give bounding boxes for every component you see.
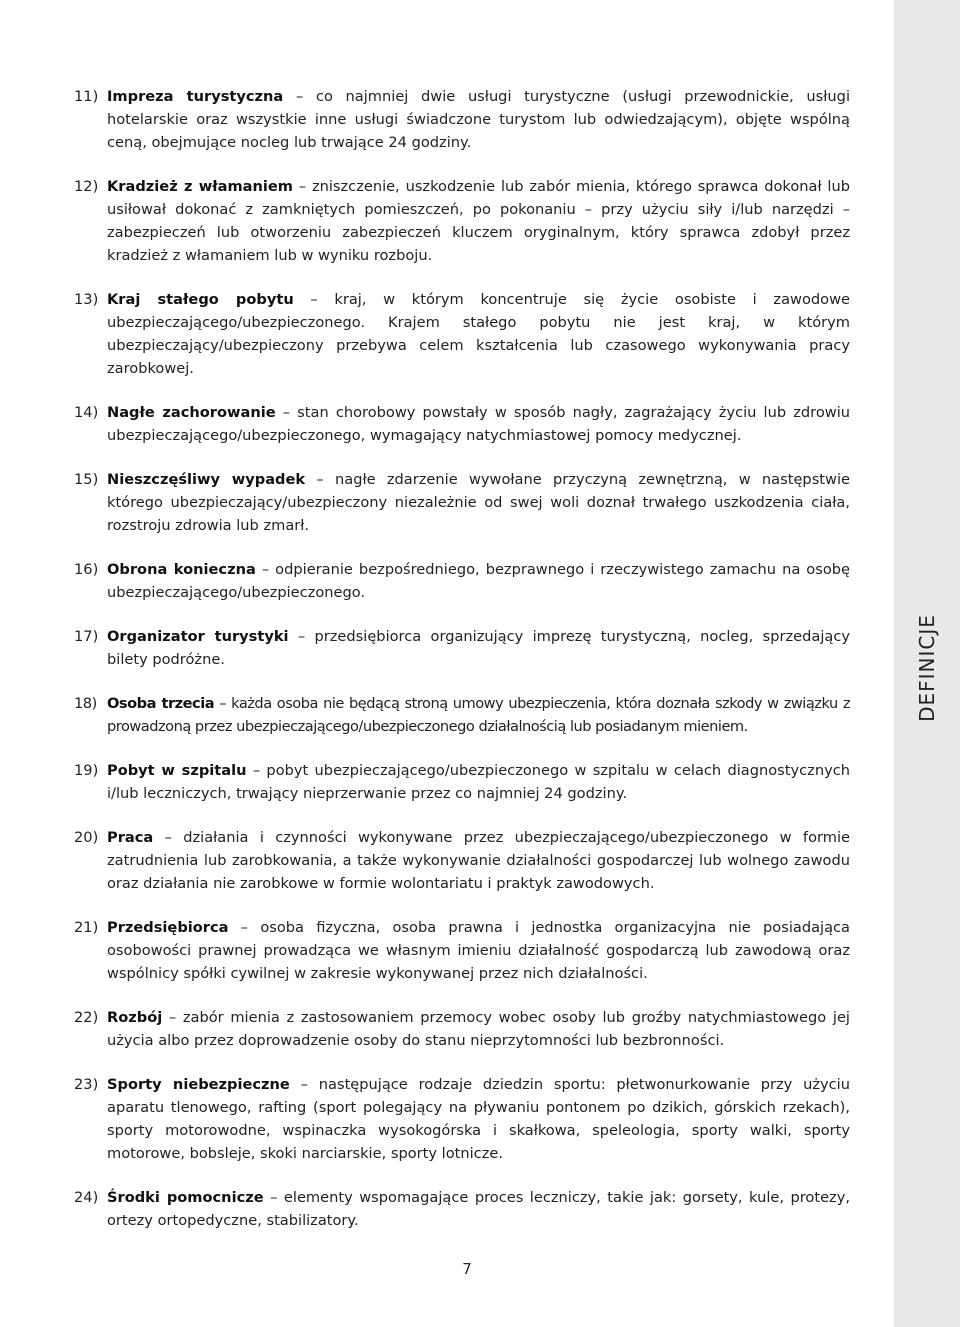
item-number: 23)	[74, 1076, 99, 1093]
definition-item-19	[74, 759, 850, 805]
definition-item-24	[74, 1186, 850, 1232]
item-number: 19)	[74, 762, 99, 779]
definition-item-20	[74, 826, 850, 895]
term: Środki pomocnicze	[107, 1189, 264, 1206]
description: – działania i czynności wykonywane przez ubezpieczającego/ubezpieczonego w formie zatrudnienia lub zarobkowania, a także wykonywanie działalności gospodarczej lub wolnego zawodu oraz działania nie zarobkowe w formie wolontariatu i praktyk zawodowych.	[107, 829, 850, 892]
item-number: 20)	[74, 829, 99, 846]
description: – następujące rodzaje dziedzin sportu: płetwonurkowanie przy użyciu aparatu tlenowego, rafting (sport polegający na pływaniu pontonem po dzikich, górskich rzekach), sporty motorowodne, wspinaczka wysokogórska i skałkowa, speleologia, sporty walki, sporty motorowe, bobsleje, skoki narciarskie, sporty lotnicze.	[107, 1076, 850, 1162]
description: – kraj, w którym koncentruje się życie osobiste i zawodowe ubezpieczającego/ubezpieczonego. Krajem stałego pobytu nie jest kraj, w którym ubezpieczający/ubezpieczony przebywa celem kształcenia lub czasowego wykonywania pracy zarobkowej.	[107, 291, 850, 377]
description: – każda osoba nie będącą stroną umowy ubezpieczenia, która doznała szkody w związku z prowadzoną przez ubezpieczającego/ubezpieczonego działalnością lub posiadanym mieniem.	[107, 695, 850, 735]
definition-item-12	[74, 175, 850, 267]
page-number: 7	[462, 1260, 472, 1278]
term: Impreza turystyczna	[107, 88, 284, 105]
item-number: 17)	[74, 628, 99, 645]
term: Kraj stałego pobytu	[107, 291, 294, 308]
term: Obrona konieczna	[107, 561, 256, 578]
definition-item-14	[74, 401, 850, 447]
term: Pobyt w szpitalu	[107, 762, 247, 779]
description: – zniszczenie, uszkodzenie lub zabór mienia, którego sprawca dokonał lub usiłował dokonać z zamkniętych pomieszczeń, po pokonaniu – przy użyciu siły i/lub narzędzi – zabezpieczeń lub otworzeniu zabezpieczeń kluczem oryginalnym, który sprawca zdobył przez kradzież z włamaniem lub w wyniku rozboju.	[107, 178, 851, 264]
item-number: 24)	[74, 1189, 99, 1206]
term: Osoba trzecia	[107, 695, 215, 712]
term: Organizator turystyki	[107, 628, 289, 645]
item-number: 14)	[74, 404, 99, 421]
term: Sporty niebezpieczne	[107, 1076, 290, 1093]
item-number: 15)	[74, 471, 99, 488]
item-number: 12)	[74, 178, 99, 195]
description: – odpieranie bezpośredniego, bezprawnego i rzeczywistego zamachu na osobę ubezpieczającego/ubezpieczonego.	[107, 561, 851, 601]
definition-item-11	[74, 85, 850, 154]
definition-item-18	[74, 692, 850, 738]
definition-item-15	[74, 468, 850, 537]
item-number: 11)	[74, 88, 99, 105]
side-tab	[894, 0, 960, 1327]
description: – zabór mienia z zastosowaniem przemocy wobec osoby lub groźby natychmiastowego jej użycia albo przez doprowadzenie osoby do stanu nieprzytomności lub bezbronności.	[107, 1009, 850, 1049]
description: – stan chorobowy powstały w sposób nagły, zagrażający życiu lub zdrowiu ubezpieczającego/ubezpieczonego, wymagający natychmiastowej pomocy medycznej.	[107, 404, 850, 444]
item-number: 22)	[74, 1009, 99, 1026]
term: Przedsiębiorca	[107, 919, 229, 936]
description: – elementy wspomagające proces leczniczy, takie jak: gorsety, kule, protezy, ortezy ortopedyczne, stabilizatory.	[107, 1189, 850, 1229]
definition-item-23	[74, 1073, 850, 1165]
description: – nagłe zdarzenie wywołane przyczyną zewnętrzną, w następstwie którego ubezpieczający/ubezpieczony niezależnie od swej woli doznał trwałego uszkodzenia ciała, rozstroju zdrowia lub zmarł.	[107, 471, 850, 534]
term: Kradzież z włamaniem	[107, 178, 294, 195]
term: Nieszczęśliwy wypadek	[107, 471, 306, 488]
definition-item-17	[74, 625, 850, 671]
description: – osoba fizyczna, osoba prawna i jednostka organizacyjna nie posiadająca osobowości prawnej prowadząca we własnym imieniu działalność gospodarczą lub zawodową oraz wspólnicy spółki cywilnej w zakresie wykonywanej przez nich działalności.	[107, 919, 850, 982]
definition-item-21	[74, 916, 850, 985]
description: – pobyt ubezpieczającego/ubezpieczonego w szpitalu w celach diagnostycznych i/lub leczniczych, trwający nieprzerwanie przez co najmniej 24 godziny.	[107, 762, 850, 802]
definition-item-16	[74, 558, 850, 604]
side-tab-label: DEFINICJE	[915, 614, 939, 722]
term: Rozbój	[107, 1009, 163, 1026]
definitions-list	[74, 85, 850, 1253]
definition-item-13	[74, 288, 850, 380]
item-number: 16)	[74, 561, 99, 578]
term: Nagłe zachorowanie	[107, 404, 276, 421]
definition-item-22	[74, 1006, 850, 1052]
item-number: 21)	[74, 919, 99, 936]
item-number: 18)	[74, 695, 97, 712]
description: – przedsiębiorca organizujący imprezę turystyczną, nocleg, sprzedający bilety podróżne.	[107, 628, 850, 668]
term: Praca	[107, 829, 154, 846]
description: – co najmniej dwie usługi turystyczne (usługi przewodnickie, usługi hotelarskie oraz wszystkie inne usługi świadczone turystom lub odwiedzającym), objęte wspólną ceną, obejmujące nocleg lub trwające 24 godziny.	[107, 88, 850, 151]
item-number: 13)	[74, 291, 99, 308]
